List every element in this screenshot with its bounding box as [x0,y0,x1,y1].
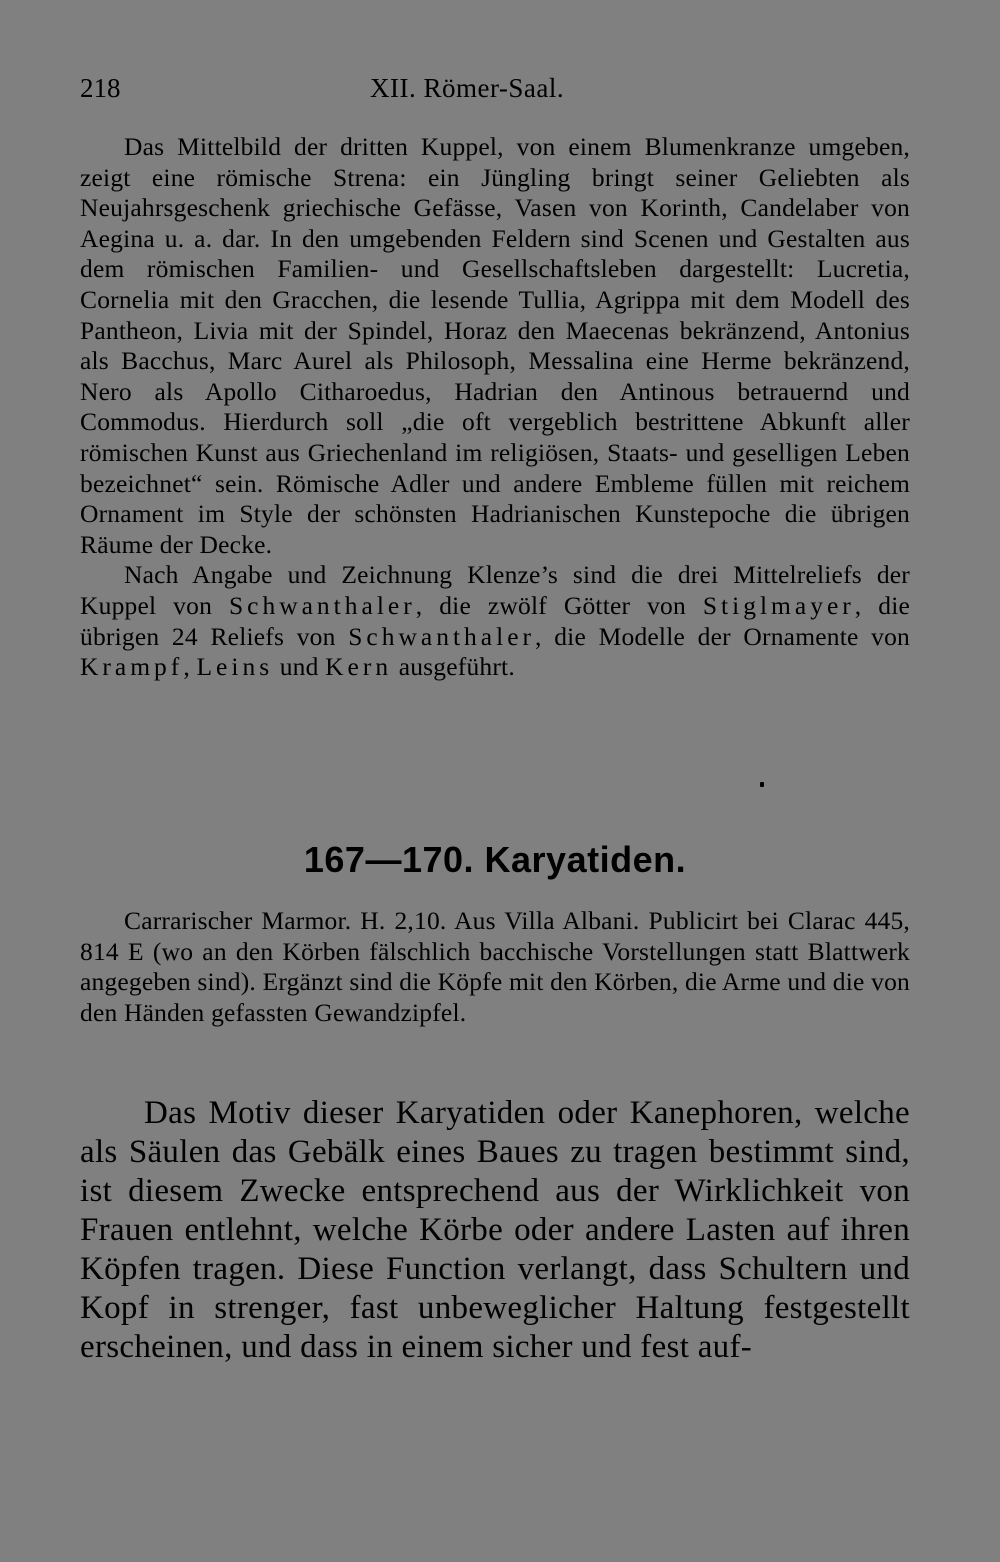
text-fragment: Nach Angabe und Zeichnung Klenze’s sind die drei Mittelreliefs der Kuppel von [80,560,910,620]
running-head [80,68,910,108]
text-fragment: , [183,652,190,682]
artist-name: Schwanthaler [348,621,536,651]
text-fragment: , die zwölf Götter von [415,590,686,620]
main-text [80,1094,910,1367]
body-paragraph: Das Motiv dieser Karyatiden oder Kanephoren, welche als Säulen das Gebälk eines Baues zu tragen bestimmt sind, ist diesem Zwecke entsprechend aus der Wirklichkeit von Frauen entlehnt, welche Körbe oder andere Lasten auf ihren Köpfen tragen. Diese Function verlangt, dass Schultern und Kopf in strenger, fast unbeweglicher Haltung festgestellt erscheinen, und dass in einem sicher und fest auf- [80,1095,910,1365]
artist-name: Krampf [80,652,184,682]
intro-text [80,132,910,683]
page-number: 218 [80,73,121,103]
description-paragraph: Carrarischer Marmor. H. 2,10. Aus Villa Albani. Publicirt bei Clarac 445, 814 E (wo an den Körben fälschlich bacchische Vorstellungen statt Blattwerk angegeben sind). Ergänzt sind die Köpfe mit den Körben, die Arme und die von den Händen gefassten Gewandzipfel. [80,906,910,1027]
text-fragment: und [279,652,319,682]
intro-paragraph-2 [80,560,910,682]
artist-name: Leins [196,652,274,682]
artist-name: Schwanthaler [228,590,416,620]
text-fragment: , die übrigen 24 Reliefs von [80,590,911,651]
artist-name: Stiglmayer [702,590,855,620]
running-title: XII. Römer-Saal. [370,73,565,103]
text-fragment: , die Modelle der Ornamente von [535,621,910,651]
text-fragment: ausgeführt. [398,652,515,682]
artist-name: Kern [325,652,393,682]
print-speck [760,782,764,787]
intro-paragraph-1: Das Mittelbild der dritten Kuppel, von einem Blumenkranze umgeben, zeigt eine römische Strena: ein Jüngling bringt seiner Geliebten als Neujahrsgeschenk griechische Gefässe, Vasen von Korinth, Candelaber von Aegina u. a. dar. In den umgebenden Feldern sind Scenen und Gestalten aus dem römischen Familien- und Gesellschaftsleben dargestellt: Lucretia, Cornelia mit den Gracchen, die lesende Tullia, Agrippa mit dem Modell des Pantheon, Livia mit der Spindel, Horaz den Maecenas bekränzend, Antonius als Bacchus, Marc Aurel als Philosoph, Messalina eine Herme bekränzend, Nero als Apollo Citharoedus, Hadrian den Antinous betrauernd und Commodus. Hierdurch soll „die oft vergeblich bestrittene Abkunft aller römischen Kunst aus Griechenland im religiösen, Staats- und geselligen Leben bezeichnet“ sein. Römische Adler und andere Embleme füllen mit reichem Ornament im Style der schönsten Hadrianischen Kunstepoche die übrigen Räume der Decke. [80,132,910,559]
section-heading: 167—170. Karyatiden. [303,839,687,880]
object-description [80,906,910,1028]
